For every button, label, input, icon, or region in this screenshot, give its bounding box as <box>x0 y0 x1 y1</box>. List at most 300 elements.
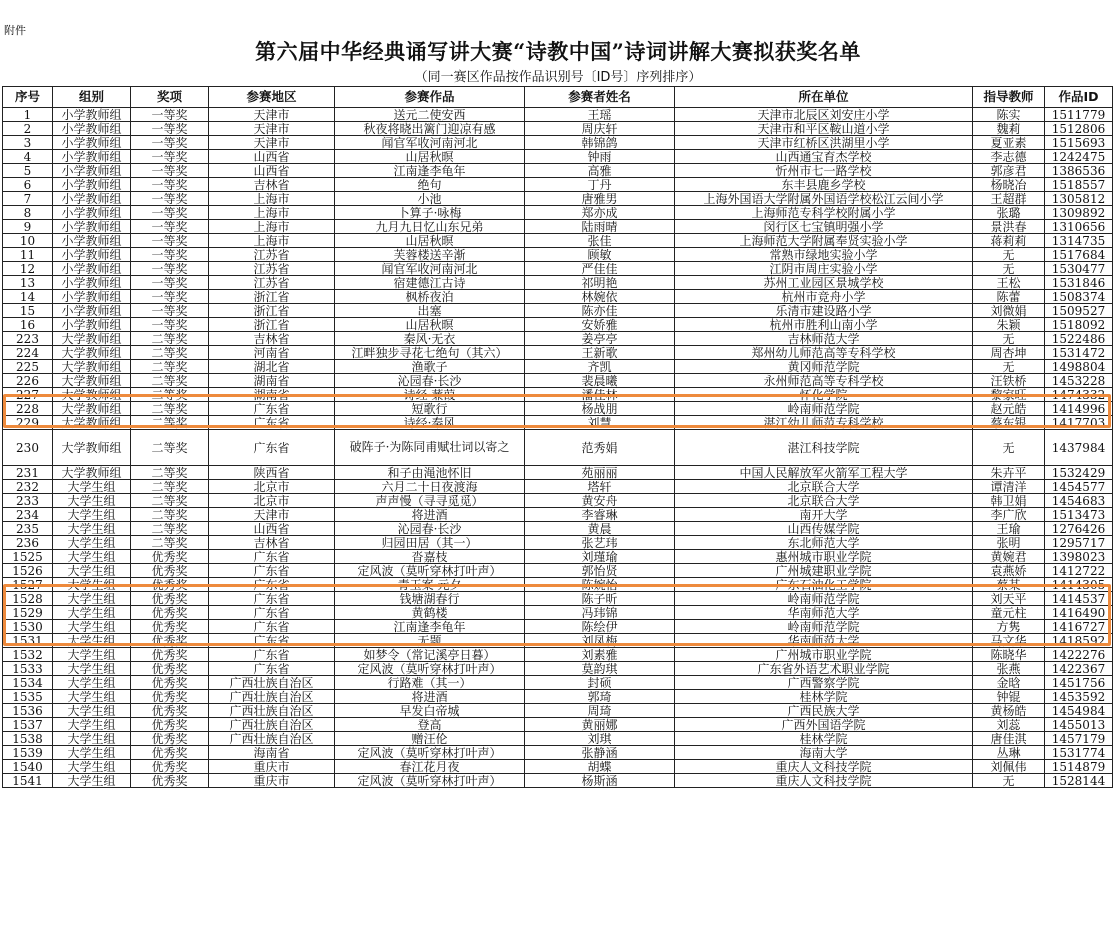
cell-col-region: 河南省 <box>209 346 335 360</box>
cell-col-work: 短歌行 <box>335 402 525 416</box>
cell-col-region: 湖南省 <box>209 374 335 388</box>
cell-col-seq: 225 <box>3 360 53 374</box>
cell-col-seq: 7 <box>3 192 53 206</box>
cell-col-name: 张艺玮 <box>525 536 675 550</box>
cell-col-group: 小学教师组 <box>53 318 131 332</box>
cell-col-work: 破阵子·为陈同甫赋壮词以寄之 <box>335 430 525 466</box>
cell-col-teacher: 王瑜 <box>973 522 1045 536</box>
cell-col-group: 大学教师组 <box>53 388 131 402</box>
cell-col-seq: 12 <box>3 262 53 276</box>
table-row <box>3 522 1113 536</box>
cell-col-award: 优秀奖 <box>131 634 209 648</box>
cell-col-unit: 岭南师范学院 <box>675 402 973 416</box>
cell-col-unit: 杭州市胜利山南小学 <box>675 318 973 332</box>
table-row <box>3 620 1113 634</box>
table-row <box>3 480 1113 494</box>
cell-col-id: 1532429 <box>1045 466 1113 480</box>
cell-col-teacher: 朱颖 <box>973 318 1045 332</box>
cell-col-group: 小学教师组 <box>53 262 131 276</box>
cell-col-group: 大学生组 <box>53 522 131 536</box>
cell-col-region: 吉林省 <box>209 332 335 346</box>
cell-col-name: 陈绘伊 <box>525 620 675 634</box>
cell-col-name: 潘佳林 <box>525 388 675 402</box>
cell-col-teacher: 王超群 <box>973 192 1045 206</box>
cell-col-teacher: 夏亚素 <box>973 136 1045 150</box>
cell-col-work: 将进酒 <box>335 508 525 522</box>
cell-col-id: 1305812 <box>1045 192 1113 206</box>
cell-col-teacher: 黄婉君 <box>973 550 1045 564</box>
cell-col-work: 定风波（莫听穿林打叶声） <box>335 774 525 788</box>
cell-col-group: 小学教师组 <box>53 290 131 304</box>
cell-col-name: 陆雨晴 <box>525 220 675 234</box>
cell-col-unit: 天津市和平区鞍山道小学 <box>675 122 973 136</box>
cell-col-id: 1453228 <box>1045 374 1113 388</box>
cell-col-region: 广西壮族自治区 <box>209 704 335 718</box>
cell-col-region: 广西壮族自治区 <box>209 732 335 746</box>
cell-col-region: 湖南省 <box>209 388 335 402</box>
cell-col-seq: 224 <box>3 346 53 360</box>
cell-col-work: 定风波（莫听穿林打叶声） <box>335 746 525 760</box>
cell-col-region: 广东省 <box>209 620 335 634</box>
cell-col-name: 刘慧 <box>525 416 675 430</box>
cell-col-group: 大学生组 <box>53 760 131 774</box>
cell-col-group: 大学教师组 <box>53 346 131 360</box>
table-row <box>3 136 1113 150</box>
cell-col-award: 优秀奖 <box>131 662 209 676</box>
cell-col-id: 1531472 <box>1045 346 1113 360</box>
cell-col-work: 江南逢李龟年 <box>335 620 525 634</box>
cell-col-award: 二等奖 <box>131 480 209 494</box>
cell-col-seq: 1529 <box>3 606 53 620</box>
cell-col-teacher: 无 <box>973 262 1045 276</box>
document-subtitle: （同一赛区作品按作品识别号〔ID号〕序列排序） <box>414 70 702 85</box>
cell-col-teacher: 汪铁桥 <box>973 374 1045 388</box>
cell-col-work: 芙蓉楼送辛渐 <box>335 248 525 262</box>
cell-col-region: 山西省 <box>209 522 335 536</box>
cell-col-id: 1518557 <box>1045 178 1113 192</box>
cell-col-seq: 227 <box>3 388 53 402</box>
cell-col-award: 一等奖 <box>131 136 209 150</box>
cell-col-work: 宿建德江古诗 <box>335 276 525 290</box>
cell-col-region: 广东省 <box>209 430 335 466</box>
cell-col-name: 齐凯 <box>525 360 675 374</box>
cell-col-award: 二等奖 <box>131 494 209 508</box>
table-row <box>3 648 1113 662</box>
cell-col-group: 大学生组 <box>53 676 131 690</box>
cell-col-teacher: 蔡某 <box>973 578 1045 592</box>
header-col-award: 奖项 <box>131 87 209 108</box>
cell-col-name: 陈子昕 <box>525 592 675 606</box>
table-row <box>3 360 1113 374</box>
cell-col-award: 二等奖 <box>131 430 209 466</box>
cell-col-group: 小学教师组 <box>53 150 131 164</box>
cell-col-name: 苑丽丽 <box>525 466 675 480</box>
table-row <box>3 606 1113 620</box>
header-col-region: 参赛地区 <box>209 87 335 108</box>
cell-col-name: 张静涵 <box>525 746 675 760</box>
cell-col-name: 胡蝶 <box>525 760 675 774</box>
cell-col-name: 姜亭亭 <box>525 332 675 346</box>
cell-col-region: 天津市 <box>209 122 335 136</box>
cell-col-unit: 海南大学 <box>675 746 973 760</box>
cell-col-teacher: 郭彦君 <box>973 164 1045 178</box>
cell-col-teacher: 刘蕊 <box>973 718 1045 732</box>
cell-col-id: 1498804 <box>1045 360 1113 374</box>
cell-col-seq: 1536 <box>3 704 53 718</box>
cell-col-region: 山西省 <box>209 150 335 164</box>
cell-col-unit: 永州师范高等专科学校 <box>675 374 973 388</box>
cell-col-work: 钱塘湖春行 <box>335 592 525 606</box>
cell-col-unit: 天津市红桥区洪湖里小学 <box>675 136 973 150</box>
cell-col-award: 一等奖 <box>131 304 209 318</box>
cell-col-region: 海南省 <box>209 746 335 760</box>
cell-col-id: 1528144 <box>1045 774 1113 788</box>
cell-col-work: 定风波（莫听穿林打叶声） <box>335 662 525 676</box>
cell-col-work: 出塞 <box>335 304 525 318</box>
cell-col-unit: 惠州城市职业学院 <box>675 550 973 564</box>
cell-col-award: 优秀奖 <box>131 592 209 606</box>
cell-col-seq: 1525 <box>3 550 53 564</box>
cell-col-seq: 1535 <box>3 690 53 704</box>
cell-col-group: 大学生组 <box>53 774 131 788</box>
cell-col-id: 1474332 <box>1045 388 1113 402</box>
cell-col-award: 二等奖 <box>131 466 209 480</box>
cell-col-id: 1310656 <box>1045 220 1113 234</box>
cell-col-name: 高雅 <box>525 164 675 178</box>
cell-col-region: 上海市 <box>209 220 335 234</box>
cell-col-group: 小学教师组 <box>53 206 131 220</box>
cell-col-region: 广东省 <box>209 648 335 662</box>
cell-col-award: 一等奖 <box>131 290 209 304</box>
cell-col-award: 二等奖 <box>131 374 209 388</box>
table-row <box>3 346 1113 360</box>
cell-col-work: 渔歌子 <box>335 360 525 374</box>
cell-col-unit: 广东省外语艺术职业学院 <box>675 662 973 676</box>
cell-col-teacher: 张明 <box>973 536 1045 550</box>
header-col-unit: 所在单位 <box>675 87 973 108</box>
cell-col-work: 卜算子·咏梅 <box>335 206 525 220</box>
table-row <box>3 690 1113 704</box>
cell-col-name: 刘琪 <box>525 732 675 746</box>
cell-col-id: 1531774 <box>1045 746 1113 760</box>
cell-col-id: 1414305 <box>1045 578 1113 592</box>
cell-col-group: 大学生组 <box>53 494 131 508</box>
cell-col-id: 1295717 <box>1045 536 1113 550</box>
table-row <box>3 732 1113 746</box>
cell-col-unit: 岭南师范学院 <box>675 620 973 634</box>
cell-col-teacher: 蒋莉莉 <box>973 234 1045 248</box>
cell-col-seq: 236 <box>3 536 53 550</box>
cell-col-seq: 1530 <box>3 620 53 634</box>
cell-col-work: 送元二使安西 <box>335 108 525 122</box>
cell-col-id: 1530477 <box>1045 262 1113 276</box>
cell-col-unit: 闵行区七宝镇明强小学 <box>675 220 973 234</box>
cell-col-work: 春江花月夜 <box>335 760 525 774</box>
cell-col-region: 广东省 <box>209 550 335 564</box>
table-row <box>3 634 1113 648</box>
cell-col-award: 二等奖 <box>131 402 209 416</box>
header-col-name: 参赛者姓名 <box>525 87 675 108</box>
table-row <box>3 108 1113 122</box>
cell-col-teacher: 方隽 <box>973 620 1045 634</box>
cell-col-award: 一等奖 <box>131 234 209 248</box>
cell-col-id: 1314735 <box>1045 234 1113 248</box>
table-row <box>3 318 1113 332</box>
table-row <box>3 494 1113 508</box>
cell-col-award: 二等奖 <box>131 508 209 522</box>
cell-col-award: 优秀奖 <box>131 732 209 746</box>
cell-col-name: 塔轩 <box>525 480 675 494</box>
cell-col-unit: 山西通宝育杰学校 <box>675 150 973 164</box>
table-row <box>3 578 1113 592</box>
cell-col-seq: 8 <box>3 206 53 220</box>
cell-col-teacher: 无 <box>973 248 1045 262</box>
cell-col-region: 重庆市 <box>209 760 335 774</box>
cell-col-name: 杨斯涵 <box>525 774 675 788</box>
cell-col-work: 闻官军收河南河北 <box>335 262 525 276</box>
cell-col-group: 大学生组 <box>53 536 131 550</box>
table-row <box>3 760 1113 774</box>
cell-col-name: 刘瑾瑜 <box>525 550 675 564</box>
table-row <box>3 704 1113 718</box>
cell-col-region: 上海市 <box>209 206 335 220</box>
cell-col-teacher: 钟锟 <box>973 690 1045 704</box>
cell-col-group: 大学生组 <box>53 578 131 592</box>
cell-col-unit: 岭南师范学院 <box>675 592 973 606</box>
cell-col-seq: 1533 <box>3 662 53 676</box>
cell-col-region: 广东省 <box>209 564 335 578</box>
cell-col-unit: 上海师范大学附属奉贤实验小学 <box>675 234 973 248</box>
cell-col-work: 山居秋暝 <box>335 234 525 248</box>
cell-col-seq: 2 <box>3 122 53 136</box>
cell-col-teacher: 无 <box>973 332 1045 346</box>
table-body <box>3 108 1113 788</box>
cell-col-group: 小学教师组 <box>53 136 131 150</box>
header-col-group: 组别 <box>53 87 131 108</box>
cell-col-award: 优秀奖 <box>131 774 209 788</box>
cell-col-group: 大学教师组 <box>53 402 131 416</box>
cell-col-region: 江苏省 <box>209 276 335 290</box>
header-col-work: 参赛作品 <box>335 87 525 108</box>
cell-col-name: 黄晨 <box>525 522 675 536</box>
cell-col-seq: 234 <box>3 508 53 522</box>
cell-col-unit: 上海外国语大学附属外国语学校松江云间小学 <box>675 192 973 206</box>
cell-col-work: 无题 <box>335 634 525 648</box>
cell-col-seq: 1534 <box>3 676 53 690</box>
cell-col-teacher: 童元柱 <box>973 606 1045 620</box>
cell-col-unit: 湛江幼儿师范专科学校 <box>675 416 973 430</box>
table-row <box>3 388 1113 402</box>
cell-col-unit: 郑州幼儿师范高等专科学校 <box>675 346 973 360</box>
cell-col-region: 陕西省 <box>209 466 335 480</box>
cell-col-group: 大学教师组 <box>53 332 131 346</box>
cell-col-seq: 6 <box>3 178 53 192</box>
cell-col-seq: 10 <box>3 234 53 248</box>
cell-col-award: 优秀奖 <box>131 648 209 662</box>
cell-col-unit: 重庆人文科技学院 <box>675 760 973 774</box>
cell-col-name: 周庆轩 <box>525 122 675 136</box>
cell-col-group: 小学教师组 <box>53 234 131 248</box>
cell-col-award: 二等奖 <box>131 388 209 402</box>
cell-col-seq: 226 <box>3 374 53 388</box>
table-row <box>3 746 1113 760</box>
cell-col-region: 广东省 <box>209 416 335 430</box>
cell-col-id: 1512806 <box>1045 122 1113 136</box>
cell-col-id: 1509527 <box>1045 304 1113 318</box>
cell-col-region: 广东省 <box>209 592 335 606</box>
cell-col-region: 北京市 <box>209 480 335 494</box>
cell-col-work: 行路难（其一） <box>335 676 525 690</box>
cell-col-group: 小学教师组 <box>53 304 131 318</box>
cell-col-seq: 16 <box>3 318 53 332</box>
cell-col-region: 广西壮族自治区 <box>209 676 335 690</box>
cell-col-name: 刘素雅 <box>525 648 675 662</box>
cell-col-award: 优秀奖 <box>131 676 209 690</box>
cell-col-seq: 231 <box>3 466 53 480</box>
cell-col-group: 大学生组 <box>53 648 131 662</box>
table-row <box>3 676 1113 690</box>
table-header-row <box>3 87 1113 108</box>
cell-col-award: 一等奖 <box>131 192 209 206</box>
cell-col-id: 1242475 <box>1045 150 1113 164</box>
cell-col-teacher: 王松 <box>973 276 1045 290</box>
cell-col-region: 广东省 <box>209 606 335 620</box>
cell-col-teacher: 袁燕娇 <box>973 564 1045 578</box>
cell-col-award: 优秀奖 <box>131 620 209 634</box>
cell-col-name: 韩锦鸽 <box>525 136 675 150</box>
cell-col-seq: 14 <box>3 290 53 304</box>
cell-col-unit: 广东石油化工学院 <box>675 578 973 592</box>
cell-col-unit: 广西外国语学院 <box>675 718 973 732</box>
cell-col-teacher: 无 <box>973 430 1045 466</box>
cell-col-award: 一等奖 <box>131 164 209 178</box>
cell-col-work: 归园田居（其一） <box>335 536 525 550</box>
cell-col-region: 山西省 <box>209 164 335 178</box>
cell-col-name: 张佳 <box>525 234 675 248</box>
cell-col-teacher: 周杏坤 <box>973 346 1045 360</box>
cell-col-id: 1454577 <box>1045 480 1113 494</box>
cell-col-work: 山居秋暝 <box>335 150 525 164</box>
cell-col-unit: 东北师范大学 <box>675 536 973 550</box>
cell-col-id: 1398023 <box>1045 550 1113 564</box>
cell-col-seq: 15 <box>3 304 53 318</box>
cell-col-unit: 广西民族大学 <box>675 704 973 718</box>
cell-col-award: 一等奖 <box>131 318 209 332</box>
cell-col-group: 大学生组 <box>53 606 131 620</box>
cell-col-award: 优秀奖 <box>131 578 209 592</box>
cell-col-award: 二等奖 <box>131 332 209 346</box>
cell-col-award: 一等奖 <box>131 262 209 276</box>
cell-col-seq: 1 <box>3 108 53 122</box>
cell-col-work: 诗经·秦风 <box>335 416 525 430</box>
cell-col-id: 1454683 <box>1045 494 1113 508</box>
cell-col-unit: 广州城建职业学院 <box>675 564 973 578</box>
cell-col-seq: 1540 <box>3 760 53 774</box>
cell-col-id: 1416727 <box>1045 620 1113 634</box>
table-row <box>3 416 1113 430</box>
cell-col-award: 优秀奖 <box>131 746 209 760</box>
cell-col-teacher: 杨晓冶 <box>973 178 1045 192</box>
table-row <box>3 262 1113 276</box>
cell-col-group: 小学教师组 <box>53 108 131 122</box>
cell-col-award: 二等奖 <box>131 536 209 550</box>
cell-col-region: 上海市 <box>209 234 335 248</box>
table-row <box>3 718 1113 732</box>
cell-col-teacher: 刘天平 <box>973 592 1045 606</box>
header-col-id: 作品ID <box>1045 87 1113 108</box>
cell-col-region: 吉林省 <box>209 178 335 192</box>
cell-col-teacher: 陈蕾 <box>973 290 1045 304</box>
cell-col-teacher: 马文华 <box>973 634 1045 648</box>
cell-col-unit: 桂林学院 <box>675 690 973 704</box>
cell-col-group: 大学生组 <box>53 620 131 634</box>
cell-col-id: 1309892 <box>1045 206 1113 220</box>
table-row <box>3 536 1113 550</box>
cell-col-unit: 常熟市绿地实验小学 <box>675 248 973 262</box>
cell-col-award: 二等奖 <box>131 522 209 536</box>
cell-col-seq: 1531 <box>3 634 53 648</box>
cell-col-teacher: 谭清洋 <box>973 480 1045 494</box>
cell-col-id: 1416490 <box>1045 606 1113 620</box>
cell-col-id: 1276426 <box>1045 522 1113 536</box>
cell-col-name: 祁明艳 <box>525 276 675 290</box>
cell-col-group: 大学教师组 <box>53 416 131 430</box>
cell-col-unit: 上海师范专科学校附属小学 <box>675 206 973 220</box>
cell-col-award: 优秀奖 <box>131 606 209 620</box>
cell-col-group: 大学教师组 <box>53 430 131 466</box>
cell-col-teacher: 李志德 <box>973 150 1045 164</box>
table-row <box>3 150 1113 164</box>
cell-col-id: 1518092 <box>1045 318 1113 332</box>
table-row <box>3 290 1113 304</box>
table-row <box>3 122 1113 136</box>
cell-col-unit: 华南师范大学 <box>675 606 973 620</box>
cell-col-id: 1453592 <box>1045 690 1113 704</box>
cell-col-group: 大学生组 <box>53 592 131 606</box>
table-row <box>3 192 1113 206</box>
cell-col-name: 裴晨曦 <box>525 374 675 388</box>
cell-col-teacher: 无 <box>973 774 1045 788</box>
table-row <box>3 402 1113 416</box>
table-row <box>3 374 1113 388</box>
cell-col-unit: 广西警察学院 <box>675 676 973 690</box>
cell-col-name: 封硕 <box>525 676 675 690</box>
cell-col-unit: 重庆人文科技学院 <box>675 774 973 788</box>
cell-col-unit: 吉林师范大学 <box>675 332 973 346</box>
cell-col-teacher: 丛琳 <box>973 746 1045 760</box>
cell-col-work: 黄鹤楼 <box>335 606 525 620</box>
attachment-label: 附件 <box>4 24 26 37</box>
cell-col-work: 早发白帝城 <box>335 704 525 718</box>
cell-col-group: 大学生组 <box>53 746 131 760</box>
cell-col-unit: 北京联合大学 <box>675 494 973 508</box>
cell-col-id: 1455013 <box>1045 718 1113 732</box>
cell-col-seq: 4 <box>3 150 53 164</box>
cell-col-work: 和子由渑池怀旧 <box>335 466 525 480</box>
cell-col-group: 大学生组 <box>53 662 131 676</box>
cell-col-group: 大学生组 <box>53 732 131 746</box>
cell-col-name: 冯玮锦 <box>525 606 675 620</box>
cell-col-work: 山居秋暝 <box>335 318 525 332</box>
cell-col-teacher: 金晗 <box>973 676 1045 690</box>
cell-col-unit: 怀化学院 <box>675 388 973 402</box>
cell-col-name: 钟雨 <box>525 150 675 164</box>
cell-col-group: 大学生组 <box>53 690 131 704</box>
cell-col-award: 优秀奖 <box>131 690 209 704</box>
header-col-teacher: 指导教师 <box>973 87 1045 108</box>
cell-col-unit: 江阴市周庄实验小学 <box>675 262 973 276</box>
cell-col-unit: 中国人民解放军火箭军工程大学 <box>675 466 973 480</box>
